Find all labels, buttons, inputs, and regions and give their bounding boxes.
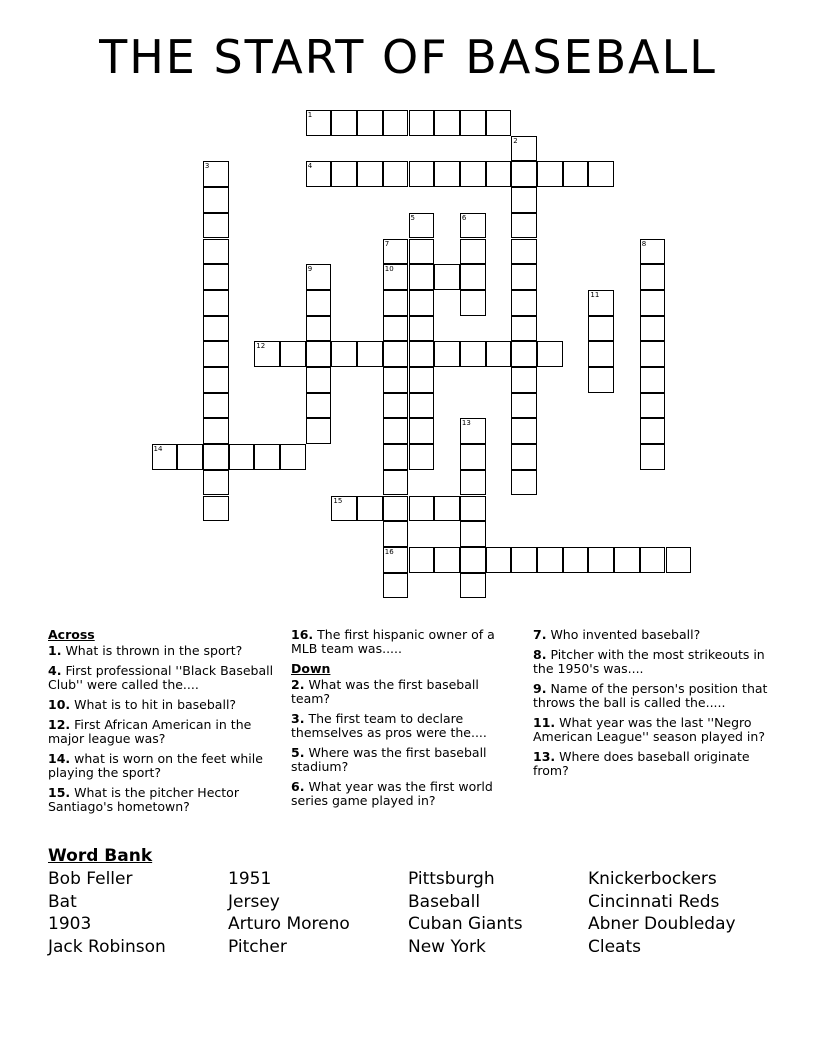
crossword-cell[interactable]	[203, 239, 229, 265]
crossword-cell[interactable]	[460, 161, 486, 187]
crossword-cell[interactable]	[588, 316, 614, 342]
crossword-cell[interactable]	[511, 187, 537, 213]
word-bank-item: Jack Robinson	[48, 936, 166, 957]
crossword-cell[interactable]	[409, 316, 435, 342]
clue-across-4: 4. First professional ''Black Baseball Club'' were called the....	[48, 663, 274, 692]
word-bank-column-4	[588, 868, 736, 958]
word-bank-item: Cleats	[588, 936, 641, 957]
crossword-cell[interactable]	[511, 290, 537, 316]
crossword-cell[interactable]	[409, 496, 435, 522]
word-bank-item: Bat	[48, 891, 77, 912]
crossword-cell[interactable]	[409, 418, 435, 444]
crossword-cell[interactable]	[357, 496, 383, 522]
word-bank-item: Pittsburgh	[408, 869, 495, 889]
crossword-cell[interactable]	[383, 290, 409, 316]
word-bank-item: Arturo Moreno	[228, 914, 350, 935]
clue-number-13: 13	[461, 419, 471, 428]
word-bank-item: Pitcher	[228, 936, 287, 957]
crossword-cell[interactable]	[511, 161, 537, 187]
clue-number-9: 9	[307, 265, 313, 274]
crossword-cell[interactable]	[511, 470, 537, 496]
crossword-cell[interactable]	[460, 444, 486, 470]
crossword-cell[interactable]	[383, 341, 409, 367]
clue-across-1: 1. What is thrown in the sport?	[48, 643, 243, 658]
crossword-cell[interactable]	[640, 341, 666, 367]
crossword-cell[interactable]	[460, 239, 486, 265]
crossword-cell[interactable]	[640, 418, 666, 444]
crossword-cell[interactable]	[460, 470, 486, 496]
crossword-cell[interactable]	[511, 393, 537, 419]
word-bank-column-3	[408, 868, 523, 958]
crossword-cell[interactable]	[486, 110, 512, 136]
crossword-cell[interactable]	[537, 341, 563, 367]
clue-down-6: 6. What year was the first world series game played in?	[291, 779, 493, 808]
crossword-cell[interactable]	[409, 341, 435, 367]
crossword-cell[interactable]	[409, 110, 435, 136]
crossword-cell[interactable]	[563, 161, 589, 187]
across-heading: Across	[48, 627, 95, 642]
clue-number-15: 15	[333, 496, 343, 505]
crossword-cell[interactable]	[460, 110, 486, 136]
clue-number-10: 10	[384, 265, 394, 274]
down-heading: Down	[291, 661, 331, 676]
crossword-cell[interactable]	[588, 161, 614, 187]
word-bank-title: Word Bank	[48, 846, 153, 866]
clue-number-2: 2	[513, 136, 518, 145]
crossword-cell[interactable]	[511, 316, 537, 342]
word-bank-item: Jersey	[228, 891, 280, 912]
crossword-cell[interactable]	[383, 444, 409, 470]
crossword-cell[interactable]	[383, 110, 409, 136]
word-bank-item: Cuban Giants	[408, 914, 523, 935]
clue-down-9: 9. Name of the person's position that throws the ball is called the.....	[533, 681, 768, 710]
crossword-cell[interactable]	[537, 161, 563, 187]
crossword-cell[interactable]	[203, 496, 229, 522]
crossword-cell[interactable]	[357, 341, 383, 367]
clue-across-16: 16. The first hispanic owner of a MLB team was.....	[291, 627, 495, 656]
crossword-cell[interactable]	[511, 418, 537, 444]
crossword-cell[interactable]	[460, 573, 486, 599]
clue-number-4: 4	[307, 162, 313, 171]
crossword-cell[interactable]	[254, 444, 280, 470]
crossword-cell[interactable]	[229, 444, 255, 470]
crossword-cell[interactable]	[383, 161, 409, 187]
crossword-cell[interactable]	[409, 239, 435, 265]
clue-down-3: 3. The first team to declare themselves as pros were the....	[291, 711, 487, 740]
clue-down-11: 11. What year was the last ''Negro American League'' season played in?	[533, 715, 765, 744]
crossword-cell[interactable]	[434, 264, 460, 290]
crossword-cell[interactable]	[306, 393, 332, 419]
word-bank-item: 1903	[48, 914, 92, 935]
crossword-cell[interactable]	[460, 290, 486, 316]
crossword-cell[interactable]	[511, 213, 537, 239]
crossword-cell[interactable]	[640, 444, 666, 470]
crossword-cell[interactable]	[486, 161, 512, 187]
clue-across-12: 12. First African American in the major league was?	[48, 717, 252, 746]
clue-across-10: 10. What is to hit in baseball?	[48, 697, 237, 712]
crossword-cell[interactable]	[409, 444, 435, 470]
clue-column-3	[533, 628, 768, 784]
crossword-cell[interactable]	[640, 547, 666, 573]
clue-column-2	[291, 628, 516, 814]
word-bank-item: Abner Doubleday	[588, 914, 736, 935]
crossword-cell[interactable]	[203, 213, 229, 239]
crossword-cell[interactable]	[409, 264, 435, 290]
clue-number-16: 16	[384, 547, 394, 556]
crossword-cell[interactable]	[203, 393, 229, 419]
clue-down-2: 2. What was the first baseball team?	[291, 677, 479, 706]
crossword-cell[interactable]	[203, 470, 229, 496]
crossword-cell[interactable]	[331, 341, 357, 367]
word-bank-item: New York	[408, 936, 486, 957]
word-bank-column-1	[48, 868, 166, 958]
crossword-cell[interactable]	[306, 316, 332, 342]
crossword-cell[interactable]	[640, 393, 666, 419]
crossword-cell[interactable]	[434, 547, 460, 573]
clue-number-14: 14	[153, 445, 163, 454]
crossword-cell[interactable]	[203, 341, 229, 367]
crossword-cell[interactable]	[434, 110, 460, 136]
crossword-cell[interactable]	[383, 367, 409, 393]
crossword-cell[interactable]	[203, 418, 229, 444]
crossword-cell[interactable]	[383, 316, 409, 342]
crossword-cell[interactable]	[511, 367, 537, 393]
clue-down-7: 7. Who invented baseball?	[533, 627, 701, 642]
crossword-cell[interactable]	[177, 444, 203, 470]
crossword-cell[interactable]	[409, 547, 435, 573]
clue-across-14: 14. what is worn on the feet while playing the sport?	[48, 751, 263, 780]
clue-down-5: 5. Where was the first baseball stadium?	[291, 745, 487, 774]
crossword-cell[interactable]	[357, 161, 383, 187]
crossword-cell[interactable]	[409, 161, 435, 187]
clue-number-5: 5	[410, 213, 415, 222]
crossword-cell[interactable]	[511, 264, 537, 290]
crossword-cell[interactable]	[357, 110, 383, 136]
clue-down-8: 8. Pitcher with the most strikeouts in the 1950's was....	[533, 647, 765, 676]
crossword-cell[interactable]	[203, 444, 229, 470]
clue-number-3: 3	[204, 162, 210, 171]
word-bank-item: Cincinnati Reds	[588, 891, 720, 912]
crossword-cell[interactable]	[434, 341, 460, 367]
crossword-cell[interactable]	[640, 290, 666, 316]
clue-number-11: 11	[590, 290, 600, 299]
clue-down-13: 13. Where does baseball originate from?	[533, 749, 750, 778]
crossword-cell[interactable]	[383, 521, 409, 547]
crossword-cell[interactable]	[434, 161, 460, 187]
crossword-cell[interactable]	[203, 316, 229, 342]
crossword-cell[interactable]	[306, 290, 332, 316]
crossword-cell[interactable]	[588, 547, 614, 573]
clue-column-1	[48, 628, 278, 820]
clue-number-1: 1	[307, 111, 313, 119]
crossword-cell[interactable]	[306, 341, 332, 367]
crossword-cell[interactable]	[280, 341, 306, 367]
crossword-cell[interactable]	[331, 161, 357, 187]
crossword-cell[interactable]	[511, 239, 537, 265]
crossword-cell[interactable]	[383, 470, 409, 496]
word-bank-column-2	[228, 868, 350, 958]
clue-across-15: 15. What is the pitcher Hector Santiago's hometown?	[48, 785, 239, 814]
crossword-cell[interactable]	[588, 367, 614, 393]
crossword-cell[interactable]	[280, 444, 306, 470]
puzzle-title: THE START OF BASEBALL	[99, 30, 717, 84]
clue-number-12: 12	[256, 342, 266, 351]
crossword-cell[interactable]	[537, 547, 563, 573]
crossword-cell[interactable]	[511, 341, 537, 367]
word-bank-item: Knickerbockers	[588, 869, 717, 889]
clue-number-6: 6	[461, 213, 467, 222]
crossword-cell[interactable]	[614, 547, 640, 573]
crossword-cell[interactable]	[383, 496, 409, 522]
crossword-cell[interactable]	[383, 393, 409, 419]
clue-number-8: 8	[641, 239, 647, 248]
crossword-cell[interactable]	[409, 290, 435, 316]
crossword-cell[interactable]	[511, 547, 537, 573]
word-bank-item: Bob Feller	[48, 869, 133, 889]
crossword-cell[interactable]	[460, 496, 486, 522]
crossword-cell[interactable]	[203, 264, 229, 290]
crossword-cell[interactable]	[511, 444, 537, 470]
crossword-cell[interactable]	[409, 367, 435, 393]
crossword-cell[interactable]	[460, 264, 486, 290]
crossword-cell[interactable]	[486, 547, 512, 573]
crossword-cell[interactable]	[203, 290, 229, 316]
crossword-cell[interactable]	[460, 547, 486, 573]
crossword-cell[interactable]	[666, 547, 692, 573]
crossword-cell[interactable]	[460, 341, 486, 367]
crossword-cell[interactable]	[640, 367, 666, 393]
crossword-cell[interactable]	[203, 187, 229, 213]
crossword-cell[interactable]	[640, 316, 666, 342]
crossword-cell[interactable]	[203, 367, 229, 393]
crossword-cell[interactable]	[383, 573, 409, 599]
word-bank-item: 1951	[228, 869, 272, 889]
clue-number-7: 7	[384, 239, 390, 248]
crossword-cell[interactable]	[306, 418, 332, 444]
crossword-cell[interactable]	[640, 264, 666, 290]
crossword-cell[interactable]	[563, 547, 589, 573]
word-bank-item: Baseball	[408, 891, 481, 912]
crossword-cell[interactable]	[434, 496, 460, 522]
crossword-cell[interactable]	[306, 367, 332, 393]
crossword-cell[interactable]	[460, 521, 486, 547]
crossword-cell[interactable]	[409, 393, 435, 419]
crossword-cell[interactable]	[588, 341, 614, 367]
crossword-cell[interactable]	[331, 110, 357, 136]
crossword-cell[interactable]	[383, 418, 409, 444]
crossword-cell[interactable]	[486, 341, 512, 367]
